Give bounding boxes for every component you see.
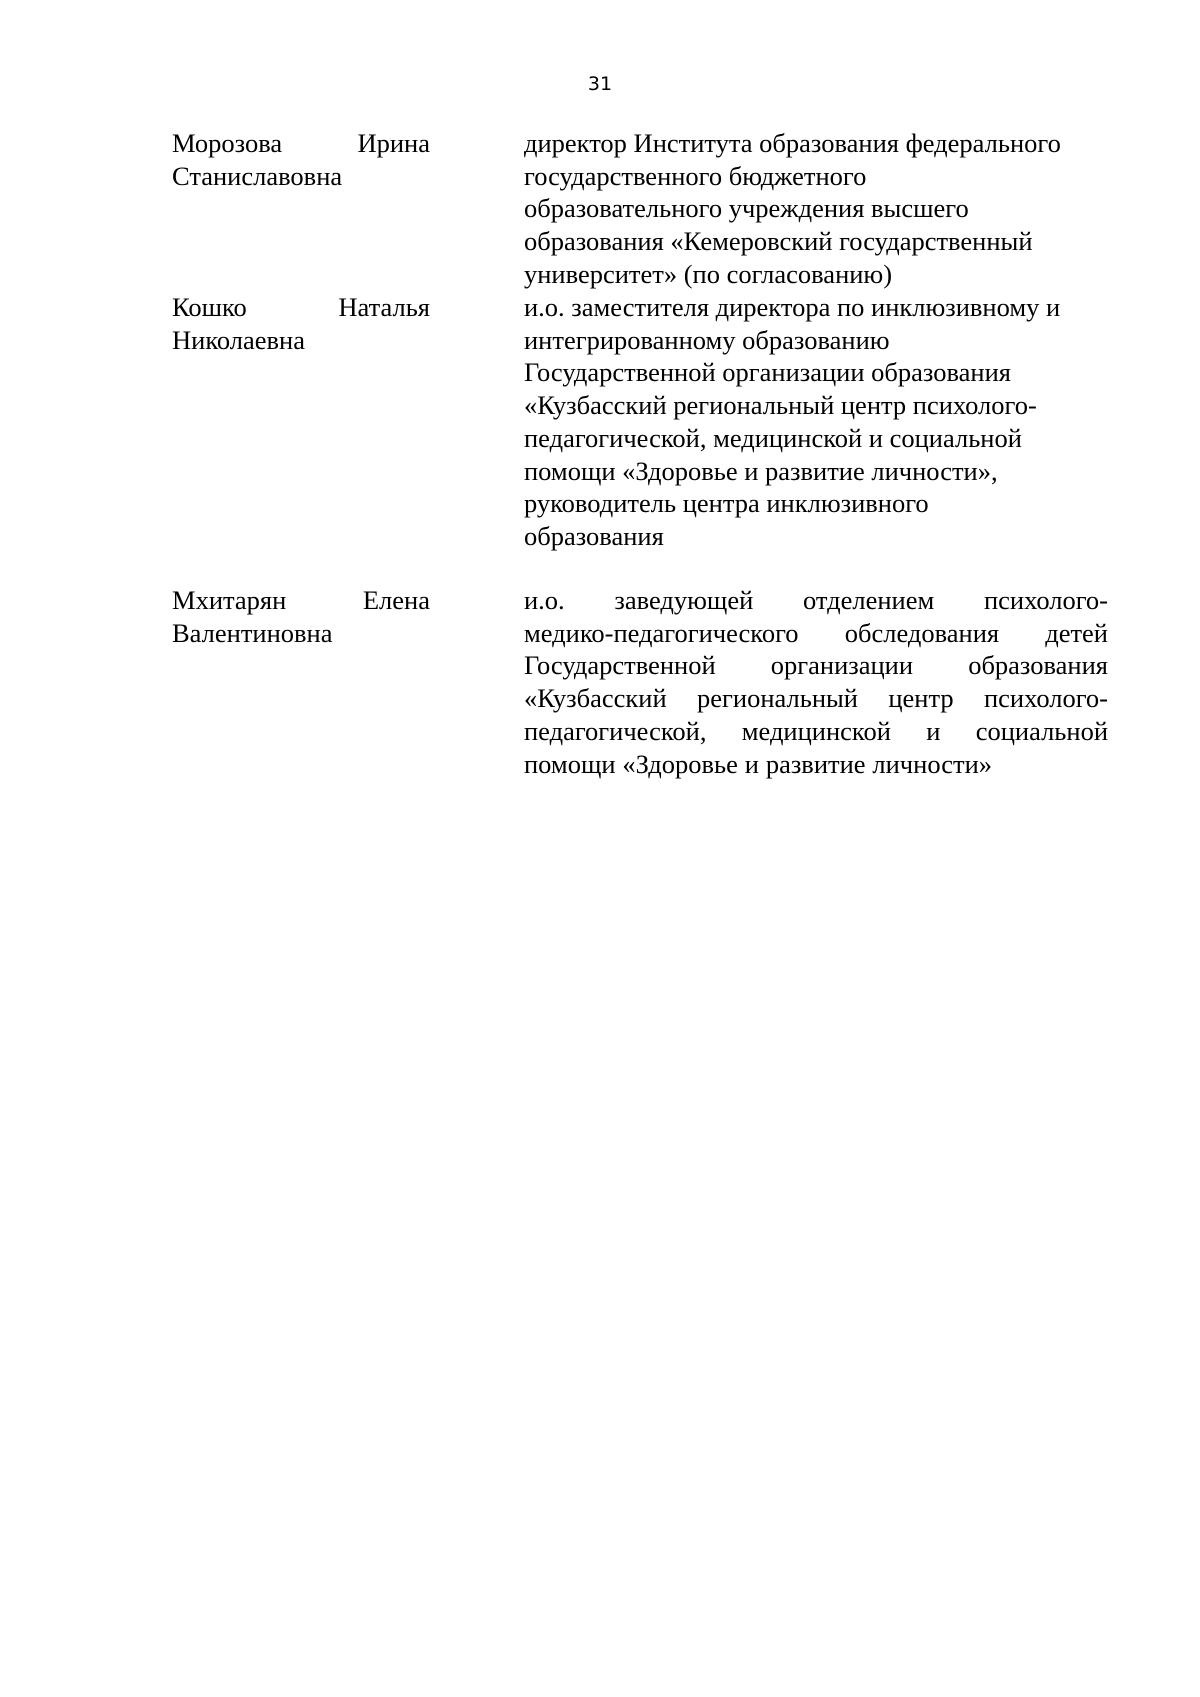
member-role-line (524, 682, 1108, 715)
member-role-line: образования (524, 520, 664, 551)
member-surname: Кошко (172, 292, 247, 322)
member-role-line (524, 649, 1108, 682)
member-role-line: государственного бюджетного (524, 160, 867, 191)
member-name-line (172, 291, 430, 324)
member-role-line: университет» (по согласованию) (524, 258, 893, 289)
role-word: медико-педагогического (524, 617, 799, 648)
role-word: помощи (524, 748, 616, 779)
role-word: центр (888, 683, 954, 714)
role-word: личности» (872, 748, 993, 779)
member-role-line: руководитель центра инклюзивного (524, 488, 929, 519)
member-first-name: Наталья (338, 292, 430, 322)
member-name (172, 127, 430, 192)
role-word: региональный (697, 683, 858, 714)
member-role-line (524, 617, 1108, 650)
member-surname: Морозова (172, 128, 283, 158)
member-role-line: помощи «Здоровье и развитие личности», (524, 455, 998, 486)
role-word: социальной (975, 715, 1108, 746)
role-word: заведующей (614, 585, 754, 615)
member-role-line (524, 584, 1108, 617)
member-name (172, 584, 430, 649)
member-name-line (172, 584, 430, 617)
member-role (524, 291, 1108, 553)
role-word: организации (770, 650, 914, 681)
member-role-line: «Кузбасский региональный центр психолого- (524, 390, 1037, 421)
role-word: «Здоровье (622, 748, 738, 779)
role-word: медицинской (741, 715, 891, 746)
member-first-name: Ирина (357, 128, 430, 158)
member-role (524, 127, 1108, 291)
role-word: детей (1045, 617, 1108, 648)
page-number: 31 (587, 73, 613, 95)
member-patronymic: Валентиновна (172, 617, 333, 648)
member-surname: Мхитарян (172, 585, 287, 615)
role-word: развитие (765, 748, 866, 779)
role-word: психолого- (983, 683, 1108, 714)
member-role (524, 584, 1108, 780)
role-word: Государственной (524, 650, 716, 681)
member-role-line: интегрированному образованию (524, 324, 890, 355)
role-word: обследования (844, 617, 1000, 648)
member-role-line: педагогической, медицинской и социальной (524, 422, 1022, 453)
member-patronymic: Николаевна (172, 324, 305, 355)
member-role-line (524, 715, 1108, 748)
role-word: и (744, 748, 759, 779)
role-word: психолого- (983, 585, 1108, 615)
member-role-line: образовательного учреждения высшего (524, 193, 969, 224)
role-word: и (926, 715, 941, 746)
role-word: педагогической, (524, 715, 707, 746)
member-name-line (172, 127, 430, 160)
member-role-line: Государственной организации образования (524, 357, 1011, 388)
member-patronymic: Станиславовна (172, 160, 343, 191)
role-word: и.о. (524, 585, 565, 615)
member-role-line: образования «Кемеровский государственный (524, 226, 1033, 257)
role-word: «Кузбасский (524, 683, 667, 714)
member-first-name: Елена (362, 585, 430, 615)
member-name (172, 291, 430, 356)
member-role-line: и.о. заместителя директора по инклюзивному и (524, 292, 1061, 322)
role-word: отделением (802, 585, 935, 615)
member-role-line (524, 748, 1108, 781)
member-role-line: директор Института образования федерального (524, 128, 1061, 158)
role-word: образования (968, 650, 1108, 681)
